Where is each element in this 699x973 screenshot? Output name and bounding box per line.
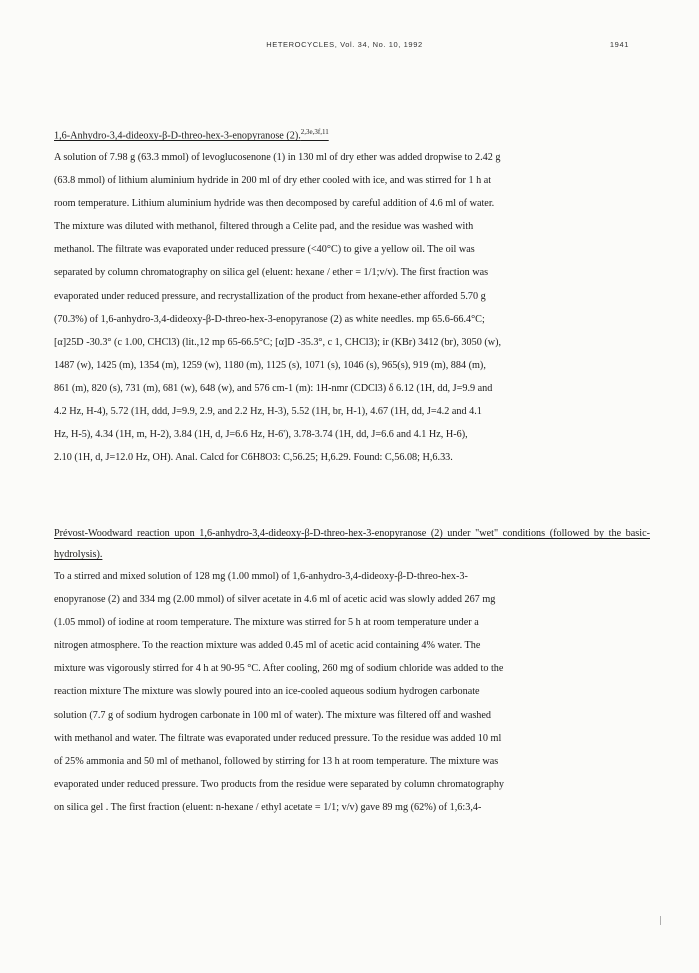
- section2-paragraph: [54, 565, 650, 819]
- text-line: enopyranose (2) and 334 mg (2.00 mmol) of silver acetate in 4.6 ml of acetic acid was slowly added 267 mg: [54, 594, 496, 606]
- text-line: [α]25D -30.3° (c 1.00, CHCl3) (lit.,12 mp 65-66.5°C; [α]D -35.3°, c 1, CHCl3); ir (KBr) 3412 (br), 3050 (w),: [54, 336, 502, 348]
- scan-edge-mark: |: [659, 916, 663, 926]
- text-line: mixture was vigorously stirred for 4 h at 90-95 °C. After cooling, 260 mg of sodium chloride was added to the: [54, 663, 504, 675]
- text-line: (63.8 mmol) of lithium aluminium hydride in 200 ml of dry ether cooled with ice, and was stirred for 1 h at: [54, 175, 492, 187]
- text-line: methanol. The filtrate was evaporated under reduced pressure (<40°C) to give a yellow oil. The oil was: [54, 244, 475, 256]
- text-line: solution (7.7 g of sodium hydrogen carbonate in 100 ml of water). The mixture was filtered off and washed: [54, 709, 492, 721]
- text-line: room temperature. Lithium aluminium hydride was then decomposed by careful addition of 4.6 ml of water.: [54, 198, 495, 210]
- section1-heading-text: 1,6-Anhydro-3,4-dideoxy-β-D-threo-hex-3-enopyranose (2).: [54, 130, 301, 142]
- text-line: evaporated under reduced pressure, and recrystallization of the product from hexane-ether afforded 5.70 g: [54, 290, 486, 302]
- text-line: To a stirred and mixed solution of 128 mg (1.00 mmol) of 1,6-anhydro-3,4-dideoxy-β-D-threo-hex-3-: [54, 571, 468, 582]
- journal-citation: HETEROCYCLES, Vol. 34, No. 10, 1992: [266, 40, 423, 49]
- text-line: A solution of 7.98 g (63.3 mmol) of levoglucosenone (1) in 130 ml of dry ether was added dropwise to 2.42 g: [54, 152, 501, 163]
- text-line: nitrogen atmosphere. To the reaction mixture was added 0.45 ml of acetic acid containing 4% water. The: [54, 640, 481, 652]
- section1-heading-refs: 2,3e,3f,11: [300, 128, 329, 136]
- text-line: Hz, H-5), 4.34 (1H, m, H-2), 3.84 (1H, d, J=6.6 Hz, H-6'), 3.78-3.74 (1H, dd, J=6.6 and 4.1 Hz, H-6),: [54, 429, 468, 441]
- text-line: (70.3%) of 1,6-anhydro-3,4-dideoxy-β-D-threo-hex-3-enopyranose (2) as white needles. mp 65.6-66.4°C;: [54, 313, 485, 325]
- text-line: 861 (m), 820 (s), 731 (m), 681 (w), 648 (w), and 576 cm-1 (m): 1H-nmr (CDCl3) δ 6.12 (1H, dd, J=9.9 and: [54, 382, 493, 394]
- text-line: 4.2 Hz, H-4), 5.72 (1H, ddd, J=9.9, 2.9, and 2.2 Hz, H-3), 5.52 (1H, br, H-1), 4.67 (1H, dd, J=4.2 and 4.1: [54, 406, 482, 418]
- page-number: 1941: [609, 40, 629, 49]
- text-line: with methanol and water. The filtrate was evaporated under reduced pressure. To the residue was added 10 ml: [54, 732, 502, 744]
- text-line: 2.10 (1H, d, J=12.0 Hz, OH). Anal. Calcd for C6H8O3: C,56.25; H,6.29. Found: C,56.08; H,6.33.: [54, 452, 453, 464]
- section1-heading: [54, 128, 329, 141]
- text-line: evaporated under reduced pressure. Two products from the residue were separated by column chromatography: [54, 778, 505, 790]
- section1-paragraph: [54, 146, 650, 469]
- text-line: reaction mixture The mixture was slowly poured into an ice-cooled aqueous sodium hydrogen carbonate: [54, 686, 480, 698]
- text-line: of 25% ammonia and 50 ml of methanol, followed by stirring for 13 h at room temperature. The mixture was: [54, 755, 499, 767]
- text-line: separated by column chromatography on silica gel (eluent: hexane / ether = 1/1;v/v). The first fraction was: [54, 267, 489, 279]
- text-line: (1.05 mmol) of iodine at room temperature. The mixture was stirred for 5 h at room temperature under a: [54, 617, 479, 629]
- section2-heading: Prévost-Woodward reaction upon 1,6-anhydro-3,4-dideoxy-β-D-threo-hex-3-enopyranose (2) under "wet" conditions (followed by the basic-hydrolysis).: [54, 528, 650, 560]
- text-line: The mixture was diluted with methanol, filtered through a Celite pad, and the residue was washed with: [54, 221, 474, 233]
- text-line: 1487 (w), 1425 (m), 1354 (m), 1259 (w), 1180 (m), 1125 (s), 1071 (s), 1046 (s), 965(s), 919 (m), 884 (m),: [54, 359, 486, 371]
- text-line: on silica gel . The first fraction (eluent: n-hexane / ethyl acetate = 1/1; v/v) gave 89 mg (62%) of 1,6:3,4-: [54, 801, 482, 813]
- running-head: [60, 40, 629, 54]
